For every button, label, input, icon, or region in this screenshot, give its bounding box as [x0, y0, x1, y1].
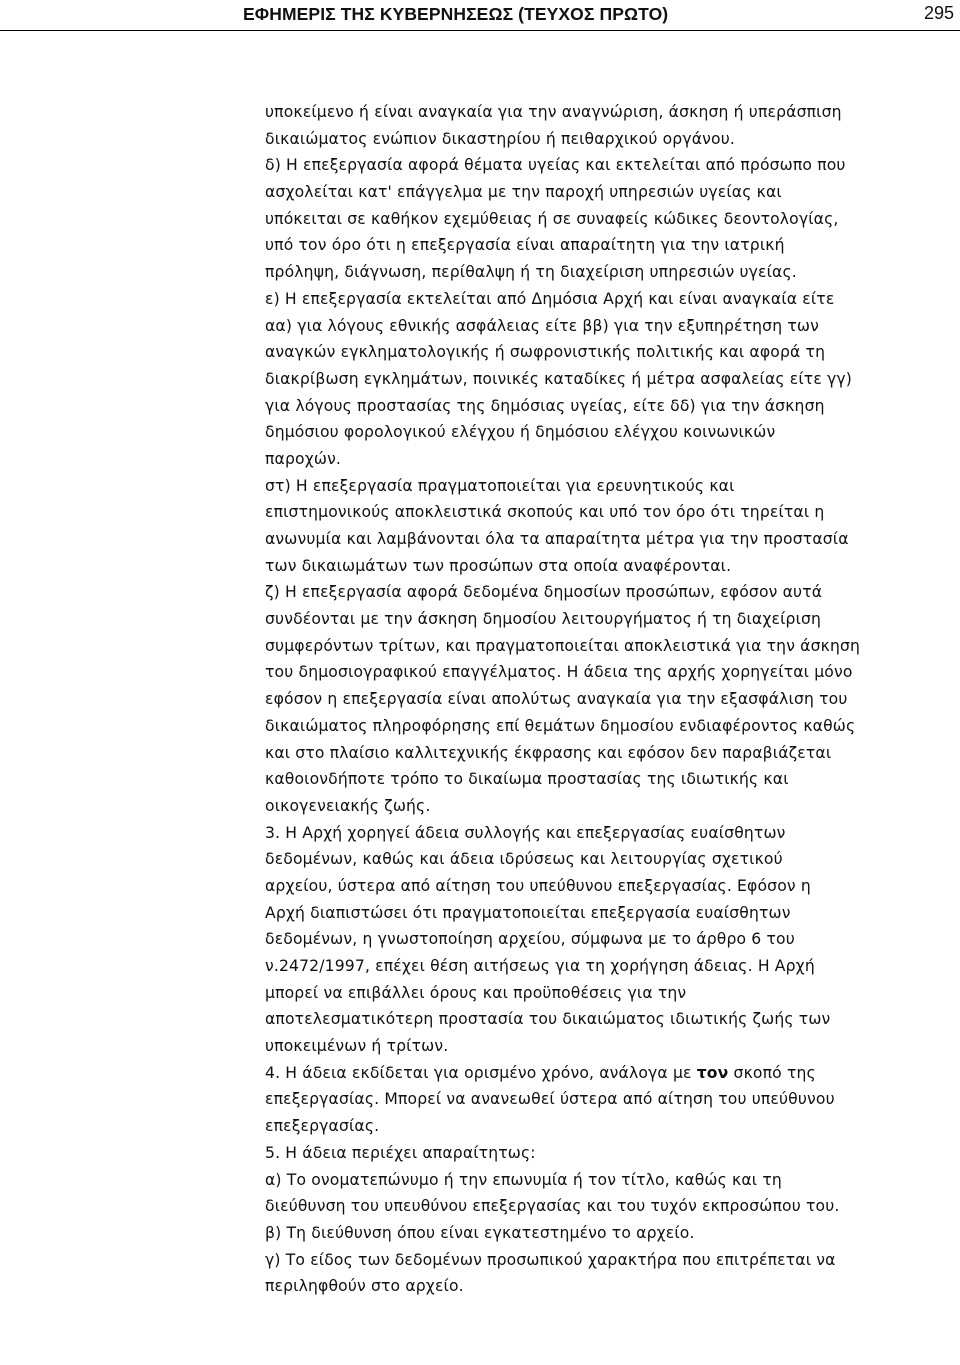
text-line: δικαιώματος πληροφόρησης επί θεμάτων δημοσίου ενδιαφέροντος καθώς	[265, 716, 856, 735]
text-line: υπό τον όρο ότι η επεξεργασία είναι απαραίτητη για την ιατρική	[265, 236, 785, 255]
text-line: α) Το ονοματεπώνυμο ή την επωνυμία ή τον τίτλο, καθώς και τη	[265, 1170, 782, 1189]
text-segment: σκοπό της	[728, 1063, 816, 1082]
text-line: διακρίβωση εγκλημάτων, ποινικές καταδίκες ή μέτρα ασφαλείας είτε γγ)	[265, 369, 853, 388]
text-line: υποκειμένων ή τρίτων.	[265, 1037, 449, 1056]
text-line: συνδέονται με την άσκηση δημοσίου λειτουργήματος ή τη διαχείριση	[265, 610, 822, 629]
text-line: αποτελεσματικότερη προστασία του δικαιώματος ιδιωτικής ζωής των	[265, 1010, 831, 1029]
page-number: 295	[923, 3, 954, 23]
text-line: και στο πλαίσιο καλλιτεχνικής έκφρασης και εφόσον δεν παραβιάζεται	[265, 743, 832, 762]
bold-word: τον	[696, 1063, 729, 1082]
body-text	[265, 99, 955, 1300]
text-line: 5. Η άδεια περιέχει απαραίτητως:	[265, 1143, 536, 1162]
text-line: για λόγους προστασίας της δημόσιας υγείας, είτε δδ) για την άσκηση	[265, 396, 825, 415]
text-line: οικογενειακής ζωής.	[265, 796, 431, 815]
text-line: επεξεργασίας.	[265, 1117, 380, 1136]
text-line: συμφερόντων τρίτων, και πραγματοποιείται αποκλειστικά για την άσκηση	[265, 636, 861, 655]
text-line: Αρχή διαπιστώσει ότι πραγματοποιείται επεξεργασία ευαίσθητων	[265, 903, 791, 922]
text-line: πρόληψη, διάγνωση, περίθαλψη ή τη διαχείριση υπηρεσιών υγείας.	[265, 263, 797, 282]
text-line: ζ) Η επεξεργασία αφορά δεδομένα δημοσίων προσώπων, εφόσον αυτά	[265, 583, 823, 602]
text-line: επιστημονικούς αποκλειστικά σκοπούς και υπό τον όρο ότι τηρείται η	[265, 503, 825, 522]
page-header	[0, 0, 960, 31]
text-line: παροχών.	[265, 449, 342, 468]
text-line: καθοιονδήποτε τρόπο το δικαίωμα προστασίας της ιδιωτικής και	[265, 770, 789, 789]
text-line: επεξεργασίας. Μπορεί να ανανεωθεί ύστερα από αίτηση του υπεύθυνου	[265, 1090, 835, 1109]
text-line: δεδομένων, καθώς και άδεια ιδρύσεως και λειτουργίας σχετικού	[265, 850, 783, 869]
text-line: ασχολείται κατ' επάγγελμα με την παροχή υπηρεσιών υγείας και	[265, 183, 782, 202]
text-line: ν.2472/1997, επέχει θέση αιτήσεως για τη χορήγηση άδειας. Η Αρχή	[265, 957, 815, 975]
text-line: μπορεί να επιβάλλει όρους και προϋποθέσεις για την	[265, 983, 687, 1002]
text-line: υποκείμενο ή είναι αναγκαία για την αναγνώριση, άσκηση ή υπεράσπιση	[265, 103, 842, 121]
text-segment: 4. Η άδεια εκδίδεται για ορισμένο χρόνο, ανάλογα με	[265, 1063, 697, 1082]
text-line: δικαιώματος ενώπιον δικαστηρίου ή πειθαρχικού οργάνου.	[265, 129, 735, 148]
text-line: δεδομένων, η γνωστοποίηση αρχείου, σύμφωνα με το άρθρο 6 του	[265, 930, 795, 949]
text-line: περιληφθούν στο αρχείο.	[265, 1277, 464, 1296]
text-line: 3. Η Αρχή χορηγεί άδεια συλλογής και επεξεργασίας ευαίσθητων	[265, 823, 786, 842]
text-line: αα) για λόγους εθνικής ασφάλειας είτε ββ) για την εξυπηρέτηση των	[265, 316, 819, 335]
text-line: δ) Η επεξεργασία αφορά θέματα υγείας και εκτελείται από πρόσωπο που	[265, 156, 846, 175]
header-title: ΕΦΗΜΕΡΙΣ ΤΗΣ ΚΥΒΕΡΝΗΣΕΩΣ (ΤΕΥΧΟΣ ΠΡΩΤΟ)	[243, 4, 669, 24]
text-line: γ) Το είδος των δεδομένων προσωπικού χαρακτήρα που επιτρέπεται να	[265, 1250, 836, 1269]
text-line: β) Τη διεύθυνση όπου είναι εγκατεστημένο το αρχείο.	[265, 1223, 695, 1242]
text-line: στ) Η επεξεργασία πραγματοποιείται για ερευνητικούς και	[265, 476, 735, 495]
text-line: αναγκών εγκληματολογικής ή σωφρονιστικής πολιτικής και αφορά τη	[265, 343, 826, 362]
text-line: ε) Η επεξεργασία εκτελείται από Δημόσια Αρχή και είναι αναγκαία είτε	[265, 289, 835, 308]
text-line: ανωνυμία και λαμβάνονται όλα τα απαραίτητα μέτρα για την προστασία	[265, 530, 849, 548]
text-line: του δημοσιογραφικού επαγγέλματος. Η άδεια της αρχής χορηγείται μόνο	[265, 663, 853, 682]
text-line-paragraph-4	[265, 1060, 955, 1087]
text-line: αρχείου, ύστερα από αίτηση του υπεύθυνου επεξεργασίας. Εφόσον η	[265, 876, 811, 895]
text-line: εφόσον η επεξεργασία είναι απολύτως αναγκαία για την εξασφάλιση του	[265, 690, 848, 709]
text-line: υπόκειται σε καθήκον εχεμύθειας ή σε συναφείς κώδικες δεοντολογίας,	[265, 209, 839, 228]
text-line: των δικαιωμάτων των προσώπων στα οποία αναφέρονται.	[265, 556, 732, 575]
text-line: διεύθυνση του υπευθύνου επεξεργασίας και του τυχόν εκπροσώπου του.	[265, 1197, 840, 1216]
text-line: δημόσιου φορολογικού ελέγχου ή δημόσιου ελέγχου κοινωνικών	[265, 423, 776, 442]
